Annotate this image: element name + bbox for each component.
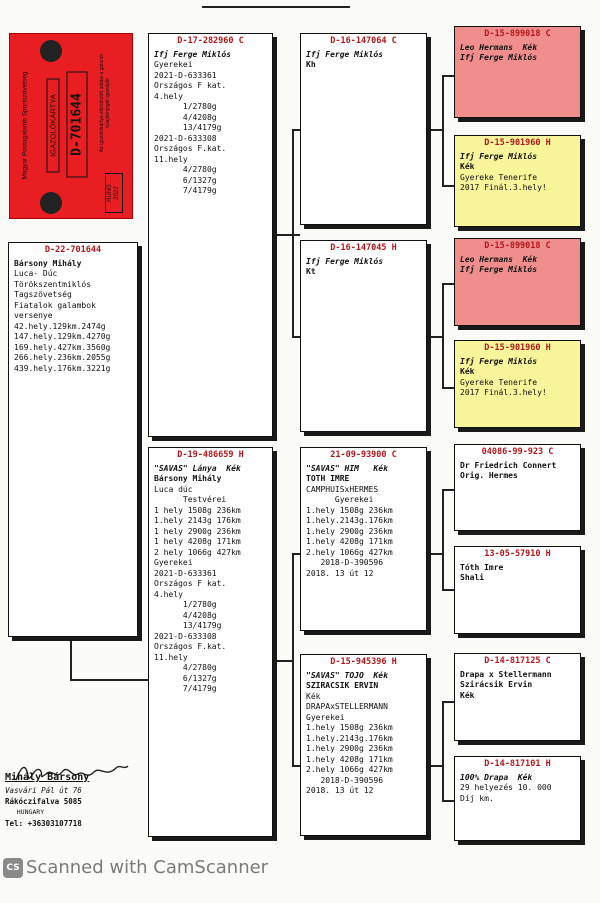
ring-number: D-17-282960 C	[177, 36, 244, 46]
connector	[442, 283, 444, 387]
pedigree-main-pigeon: D-22-701644 Bársony Mihály Luca- Dúc Törökszentmiklós Tagszövetség Fiatalok galambok versenye 42.hely.129km.2474g 147.hely.129km.4270g 169.hely.427km.3560g 266.hely.236km.2055g 439.hely.176km.3221g	[8, 242, 138, 637]
connector	[270, 660, 294, 662]
pedigree-gg-6: 13-05-57910 H Tóth Imre Shali	[454, 546, 581, 634]
connector	[430, 553, 444, 555]
ring-number: D-15-945396 H	[330, 657, 397, 667]
ring-number: D-16-147045 H	[330, 243, 397, 253]
card-title: IGAZOLÓKÁRTYA	[47, 79, 60, 173]
ring-number: D-15-899018 C	[484, 241, 551, 251]
ring-number: D-15-901960 H	[484, 343, 551, 353]
pedigree-gg-2: D-15-901960 H Ifj Ferge Miklós Kék Gyereke Tenerife 2017 Finál.3.hely!	[454, 135, 581, 227]
ring-number: D-15-901960 H	[484, 138, 551, 148]
pedigree-gg-4: D-15-901960 H Ifj Ferge Miklós Kék Gyereke Tenerife 2017 Finál.3.hely!	[454, 340, 581, 428]
pedigree-gg-8: D-14-817101 H 100% Drapa Kék 29 helyezés 10. 000 Díj km.	[454, 756, 581, 841]
connector	[70, 635, 72, 680]
ring-number: D-15-899018 C	[484, 29, 551, 39]
ring-number: 04086-99-923 C	[481, 447, 554, 457]
pedigree-gg-1: D-15-899018 C Leo Hermans Kék Ifj Ferge Miklós	[454, 26, 581, 118]
pedigree-gg-3: D-15-899018 C Leo Hermans Kék Ifj Ferge Miklós	[454, 238, 581, 326]
ring-number: D-16-147064 C	[330, 36, 397, 46]
card-number: D-701644	[67, 72, 88, 178]
connector	[430, 336, 444, 338]
ring-number: 13-05-57910 H	[484, 549, 551, 559]
pedigree-dam: D-19-486659 H "SAVAS" Lánya Kék Bársony Mihály Luca dúc Testvérei 1 hely 1508g 236km 1.hely 2143g 176km 1 hely 2900g 236km 1 hely 4208g 171km 2 hely 1066g 427km Gyerekei 2021-D-633361 Országos F kat. 4.hely 1/2780g 4/4208g 13/4179g 2021-D-633308 Országos F.kat. 11.hely 4/2780g 6/1327g 7/4179g	[148, 447, 273, 837]
connector	[442, 489, 444, 589]
identification-card	[9, 33, 133, 219]
owner-name: Mihály Bársony	[5, 772, 90, 783]
pedigree-gg-7: D-14-817125 C Drapa x Stellermann Szirácsik Ervin Kék	[454, 653, 581, 741]
ring-number: D-14-817125 C	[484, 656, 551, 666]
pigeon-emblem-icon	[40, 192, 62, 214]
card-country: HUNG 2022	[105, 173, 123, 213]
watermark-text: Scanned with CamScanner	[26, 857, 269, 878]
connector	[292, 553, 294, 765]
pedigree-dam-dam: D-15-945396 H "SAVAS" TOJO Kék SZIRACSIK ERVIN Kék DRAPAxSTELLERMANN Gyerekei 1.hely 1508g 236km 1.hely.2143g.176km 1.hely 2900g 236km 1.hely 4208g 171km 2.hely 1066g 427km 2018-D-390596 2018. 13 út 12	[300, 654, 427, 836]
connector	[442, 701, 444, 800]
ring-number: D-14-817101 H	[484, 759, 551, 769]
ring-number: D-19-486659 H	[177, 450, 244, 460]
card-note: Az igazolókártya ellenőrzött adatai a galamb tulajdonjogát igazolják	[99, 53, 111, 153]
connector	[70, 679, 150, 681]
connector	[202, 6, 350, 8]
owner-contact: Mihály Bársony Vasvári Pál út 76 Rákóczifalva 5085 HUNGARY Tel: +36303107718	[5, 772, 135, 829]
connector	[430, 129, 444, 131]
card-org: Magyar Postagalamb Sportszövetség	[21, 71, 29, 180]
ring-number: 21-09-93900 C	[330, 450, 397, 460]
pedigree-sire-sire: D-16-147064 C Ifj Ferge Miklós Kh	[300, 33, 427, 225]
connector	[292, 129, 294, 336]
ring-number: D-22-701644	[44, 245, 102, 255]
pedigree-sire: D-17-282960 C Ifj Ferge Miklós Gyerekei 2021-D-633361 Országos F kat. 4.hely 1/2780g 4/4208g 13/4179g 2021-D-633308 Országos F.kat. 11.hely 4/2780g 6/1327g 7/4179g	[148, 33, 273, 437]
camscanner-logo-icon: CS	[3, 858, 23, 878]
connector	[430, 765, 444, 767]
pigeon-emblem-icon	[40, 40, 62, 62]
pedigree-sire-dam: D-16-147045 H Ifj Ferge Miklós Kt	[300, 240, 427, 432]
pedigree-gg-5: 04086-99-923 C Dr Friedrich Connert Orig. Hermes	[454, 444, 581, 531]
pedigree-dam-sire: 21-09-93900 C "SAVAS" HIM Kék TOTH IMRE CAMPHUISxHERMES Gyerekei 1.hely 1508g 236km 1.hely.2143g.176km 1.hely 2900g 236km 1.hely 4208g 171km 2.hely 1066g 427km 2018-D-390596 2018. 13 út 12	[300, 447, 427, 631]
